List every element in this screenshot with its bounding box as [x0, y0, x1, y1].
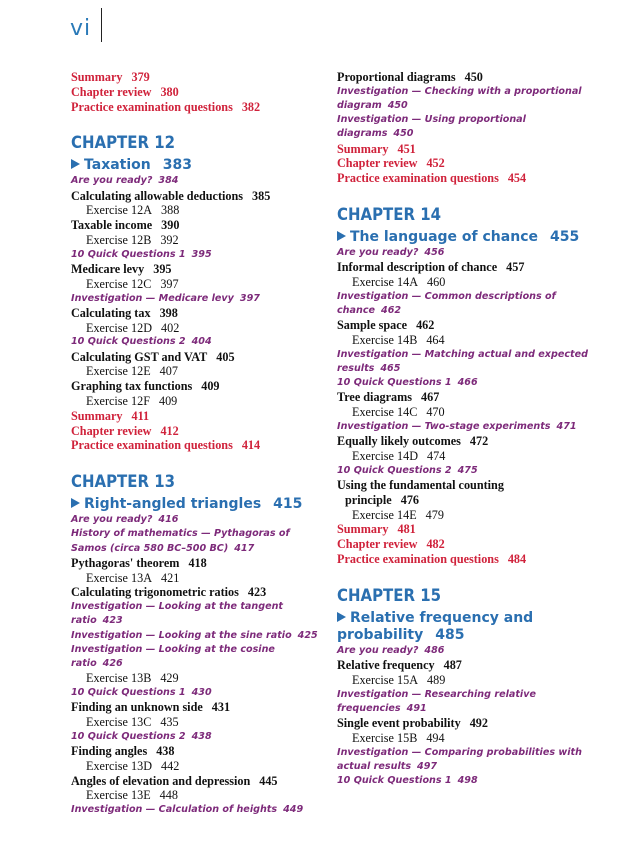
toc-entry-practice-exam[interactable]: Practice examination questions 414 — [71, 438, 261, 453]
triangle-icon — [71, 159, 80, 169]
toc-exercise[interactable]: Exercise 14D 474 — [352, 449, 446, 463]
toc-exercise[interactable]: Exercise 12A 388 — [86, 203, 180, 218]
toc-entry[interactable]: Angles of elevation and depression 445 — [71, 773, 278, 788]
chapter-heading: CHAPTER 14 — [337, 205, 442, 225]
toc-investigation[interactable]: Investigation — Looking at the sine ratio 425 — [71, 629, 318, 641]
toc-entry[interactable]: Graphing tax functions 409 — [71, 379, 220, 394]
toc-entry[interactable]: Informal description of chance 457 — [337, 260, 525, 275]
toc-entry[interactable]: Pythagoras' theorem 418 — [71, 555, 207, 570]
toc-entry[interactable]: Calculating GST and VAT 405 — [71, 349, 235, 364]
chapter-heading: CHAPTER 15 — [337, 585, 442, 606]
toc-investigation[interactable]: Investigation — Common descriptions of — [337, 290, 556, 302]
chapter-title[interactable]: Right-angled triangles 415 — [71, 496, 341, 513]
toc-entry[interactable]: Finding an unknown side 431 — [71, 700, 231, 715]
chapter-heading: CHAPTER 13 — [71, 472, 176, 493]
toc-history-cont[interactable]: Samos (circa 580 BC–500 BC) 417 — [71, 542, 255, 554]
toc-investigation[interactable]: Investigation — Medicare levy 397 — [71, 292, 260, 304]
toc-right-column — [337, 70, 612, 788]
toc-exercise[interactable]: Exercise 13E 448 — [86, 788, 178, 803]
toc-exercise[interactable]: Exercise 12D 402 — [86, 320, 180, 335]
toc-exercise[interactable]: Exercise 13D 442 — [86, 758, 180, 773]
toc-investigation-cont[interactable]: ratio 423 — [71, 615, 123, 627]
triangle-icon — [337, 612, 346, 622]
toc-investigation[interactable]: Investigation — Researching relative — [337, 688, 536, 700]
toc-exercise[interactable]: Exercise 13B 429 — [86, 671, 179, 686]
toc-investigation[interactable]: Investigation — Calculation of heights 449 — [71, 804, 304, 816]
toc-entry[interactable]: 10 Quick Questions 1 430 — [71, 686, 212, 698]
toc-entry-summary[interactable]: Summary 411 — [71, 408, 150, 423]
toc-entry[interactable]: Equally likely outcomes 472 — [337, 434, 489, 449]
toc-entry-summary[interactable]: Summary 379 — [71, 70, 150, 84]
toc-entry-chapter-review[interactable]: Chapter review 452 — [337, 156, 445, 171]
toc-exercise[interactable]: Exercise 15B 494 — [352, 730, 445, 745]
toc-entry[interactable]: Taxable income 390 — [71, 218, 180, 233]
toc-entry[interactable]: 10 Quick Questions 1 466 — [337, 377, 478, 389]
toc-investigation[interactable]: Investigation — Looking at the cosine — [71, 643, 275, 655]
toc-exercise[interactable]: Exercise 14B 464 — [352, 333, 445, 347]
toc-investigation[interactable]: Investigation — Using proportional — [337, 114, 526, 126]
chapter-title[interactable]: The language of chance 455 — [337, 229, 612, 246]
toc-exercise[interactable]: Exercise 13A 421 — [86, 570, 180, 585]
toc-exercise[interactable]: Exercise 15A 489 — [352, 672, 446, 687]
toc-investigation-cont[interactable]: chance 462 — [337, 305, 402, 316]
toc-exercise[interactable]: Exercise 14E 479 — [352, 507, 444, 522]
toc-exercise[interactable]: Exercise 12B 392 — [86, 232, 179, 247]
toc-entry[interactable]: Single event probability 492 — [337, 715, 488, 730]
toc-investigation[interactable]: Investigation — Matching actual and expected — [337, 348, 589, 360]
toc-investigation-cont[interactable]: diagram 450 — [337, 100, 408, 111]
toc-entry[interactable]: Sample space 462 — [337, 318, 435, 333]
toc-entry[interactable]: Calculating allowable deductions 385 — [71, 188, 271, 203]
toc-exercise[interactable]: Exercise 12F 409 — [86, 393, 178, 408]
chapter-title-cont[interactable]: probability 485 — [337, 626, 465, 643]
toc-entry[interactable]: 10 Quick Questions 1 498 — [337, 774, 478, 786]
toc-entry[interactable]: Tree diagrams 467 — [337, 390, 440, 405]
toc-left-column — [71, 70, 341, 817]
toc-entry[interactable]: Using the fundamental counting — [337, 478, 504, 492]
toc-exercise[interactable]: Exercise 12E 407 — [86, 364, 178, 379]
toc-entry-summary[interactable]: Summary 481 — [337, 522, 416, 537]
toc-exercise[interactable]: Exercise 14A 460 — [352, 275, 446, 289]
triangle-icon — [71, 498, 80, 508]
toc-entry[interactable]: Calculating trigonometric ratios 423 — [71, 585, 267, 600]
toc-entry-chapter-review[interactable]: Chapter review 482 — [337, 537, 445, 552]
toc-entry[interactable]: Are you ready? 416 — [71, 514, 179, 526]
toc-entry[interactable]: 10 Quick Questions 1 395 — [71, 248, 212, 260]
toc-investigation-cont[interactable]: results 465 — [337, 363, 401, 374]
toc-entry-practice-exam[interactable]: Practice examination questions 484 — [337, 551, 527, 566]
toc-entry[interactable]: Are you ready? 384 — [71, 175, 179, 187]
toc-entry[interactable]: Calculating tax 398 — [71, 305, 178, 320]
toc-entry[interactable]: Medicare levy 395 — [71, 261, 172, 276]
chapter-heading: CHAPTER 12 — [71, 133, 176, 154]
toc-entry-practice-exam[interactable]: Practice examination questions 454 — [337, 171, 527, 186]
toc-exercise[interactable]: Exercise 14C 470 — [352, 405, 445, 420]
toc-entry[interactable]: Relative frequency 487 — [337, 657, 462, 672]
toc-entry-summary[interactable]: Summary 451 — [337, 141, 416, 156]
toc-history[interactable]: History of mathematics — Pythagoras of — [71, 528, 290, 540]
toc-entry-chapter-review[interactable]: Chapter review 412 — [71, 423, 179, 438]
toc-entry[interactable]: Are you ready? 486 — [337, 644, 445, 656]
toc-entry-chapter-review[interactable]: Chapter review 380 — [71, 84, 179, 99]
toc-entry[interactable]: 10 Quick Questions 2 438 — [71, 730, 212, 742]
triangle-icon — [337, 231, 346, 241]
toc-investigation-cont[interactable]: actual results 497 — [337, 760, 438, 772]
toc-exercise[interactable]: Exercise 12C 397 — [86, 276, 179, 291]
toc-entry[interactable]: 10 Quick Questions 2 475 — [337, 464, 478, 476]
chapter-title[interactable]: Taxation 383 — [71, 157, 341, 174]
toc-investigation-cont[interactable]: diagrams 450 — [337, 128, 414, 140]
chapter-title[interactable]: Relative frequency and — [337, 610, 612, 627]
toc-investigation[interactable]: Investigation — Two-stage experiments 471 — [337, 421, 577, 432]
toc-entry-practice-exam[interactable]: Practice examination questions 382 — [71, 99, 261, 114]
toc-entry-cont[interactable]: principle 476 — [345, 492, 420, 507]
toc-investigation[interactable]: Investigation — Comparing probabilities with — [337, 746, 582, 758]
toc-investigation-cont[interactable]: frequencies 491 — [337, 702, 427, 714]
toc-entry[interactable]: Finding angles 438 — [71, 743, 175, 758]
toc-exercise[interactable]: Exercise 13C 435 — [86, 714, 179, 729]
header-rule — [101, 8, 102, 42]
toc-investigation[interactable]: Investigation — Checking with a proportional — [337, 85, 582, 97]
toc-entry[interactable]: 10 Quick Questions 2 404 — [71, 336, 212, 348]
page-number: vi — [70, 16, 92, 41]
toc-entry[interactable]: Proportional diagrams 450 — [337, 70, 483, 84]
toc-investigation[interactable]: Investigation — Looking at the tangent — [71, 601, 283, 613]
toc-entry[interactable]: Are you ready? 456 — [337, 247, 445, 258]
toc-investigation-cont[interactable]: ratio 426 — [71, 657, 123, 669]
